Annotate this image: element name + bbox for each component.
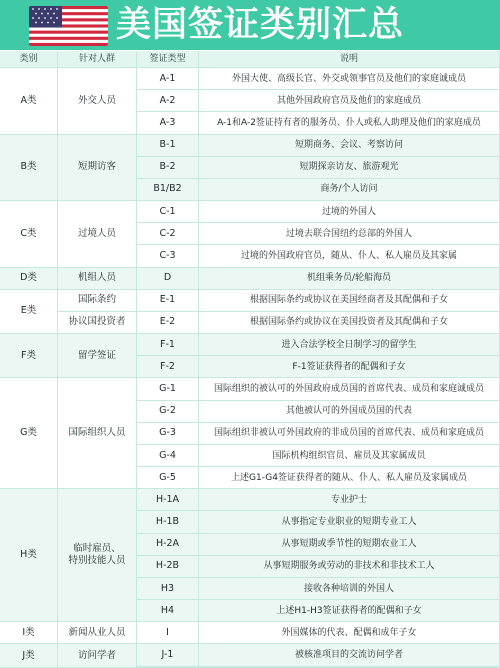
- audience-cell: 访问学者: [58, 644, 137, 667]
- category-cell: A类: [0, 68, 58, 135]
- description-cell: 根据国际条约或协议在美国经商者及其配偶和子女: [199, 290, 500, 312]
- audience-cell: 临时雇员、 特别技能人员: [58, 489, 137, 622]
- visa-type-cell: J-1: [137, 644, 199, 666]
- title-bar: [0, 0, 500, 50]
- description-cell: 接收各种培训的外国人: [199, 578, 500, 600]
- header-description: 说明: [199, 51, 500, 68]
- visa-type-cell: C-2: [137, 223, 199, 245]
- visa-type-cell: A-2: [137, 90, 199, 112]
- visa-type-cell: G-4: [137, 445, 199, 467]
- description-cell: 过境去联合国纽约总部的外国人: [199, 223, 500, 245]
- description-cell: 过境的外国政府官员，随从、仆人、私人雇员及其家属: [199, 245, 500, 267]
- audience-cell: 外交人员: [58, 68, 137, 135]
- description-cell: 其他外国政府官员及他们的家庭成员: [199, 90, 500, 112]
- description-cell: 上述G1-G4签证获得者的随从、仆人、私人雇员及家属成员: [199, 467, 500, 489]
- description-cell: 从事指定专业职业的短期专业工人: [199, 511, 500, 533]
- visa-type-cell: G-5: [137, 467, 199, 489]
- category-cell: D类: [0, 268, 58, 290]
- category-cell: B类: [0, 135, 58, 202]
- visa-type-cell: D: [137, 268, 199, 290]
- visa-type-cell: G-3: [137, 423, 199, 445]
- visa-type-cell: E-1: [137, 290, 199, 312]
- visa-type-cell: E-2: [137, 312, 199, 334]
- category-cell: E类: [0, 290, 58, 334]
- description-cell: 机组乘务员/轮船海员: [199, 268, 500, 290]
- description-cell: 国际组织非被认可外国政府的非成员国的首席代表、成员和家庭成员: [199, 423, 500, 445]
- visa-type-cell: A-1: [137, 68, 199, 90]
- visa-type-cell: A-3: [137, 112, 199, 134]
- visa-type-cell: C-1: [137, 201, 199, 223]
- category-cell: I类: [0, 622, 58, 644]
- description-cell: 上述H1-H3签证获得者的配偶和子女: [199, 600, 500, 622]
- visa-type-cell: B-2: [137, 157, 199, 179]
- description-cell: 商务/个人访问: [199, 179, 500, 201]
- visa-type-cell: H-2A: [137, 534, 199, 556]
- audience-cell: 机组人员: [58, 268, 137, 290]
- page-title: 美国签证类别汇总: [116, 5, 405, 45]
- description-cell: 进入合法学校全日制学习的留学生: [199, 334, 500, 356]
- category-cell: F类: [0, 334, 58, 378]
- description-cell: 专业护士: [199, 489, 500, 511]
- audience-cell: 新闻从业人员: [58, 622, 137, 644]
- visa-type-cell: C-3: [137, 245, 199, 267]
- description-cell: 根据国际条约或协议在美国投资者及其配偶和子女: [199, 312, 500, 334]
- visa-type-cell: G-1: [137, 378, 199, 400]
- visa-table: [0, 51, 500, 667]
- category-cell: C类: [0, 201, 58, 268]
- visa-type-cell: H-2B: [137, 556, 199, 578]
- visa-type-cell: B1/B2: [137, 179, 199, 201]
- visa-type-cell: F-1: [137, 334, 199, 356]
- visa-type-cell: I: [137, 622, 199, 644]
- visa-type-cell: H-1A: [137, 489, 199, 511]
- description-cell: 外国媒体的代表、配偶和成年子女: [199, 622, 500, 644]
- description-cell: 被核准项目的交流访问学者: [199, 644, 500, 666]
- visa-type-cell: H3: [137, 578, 199, 600]
- us-flag-icon: [29, 6, 108, 46]
- description-cell: A-1和A-2签证持有者的服务员、仆人或私人助理及他们的家庭成员: [199, 112, 500, 134]
- description-cell: 短期商务、会议、考察访问: [199, 135, 500, 157]
- visa-type-cell: H-1B: [137, 511, 199, 533]
- description-cell: 从事短期服务或劳动的非技术和非技术工人: [199, 556, 500, 578]
- description-cell: 短期探亲访友、旅游观光: [199, 157, 500, 179]
- audience-cell: 过境人员: [58, 201, 137, 268]
- description-cell: 外国大使、高级长官、外交或领事官员及他们的家庭诚成员: [199, 68, 500, 90]
- audience-cell: 国际组织人员: [58, 378, 137, 489]
- description-cell: 国际机构组织官员、雇员及其家属成员: [199, 445, 500, 467]
- description-cell: F-1签证获得者的配偶和子女: [199, 356, 500, 378]
- audience-cell: 协议国投资者: [58, 312, 137, 334]
- audience-cell: 国际条约: [58, 290, 137, 312]
- audience-cell: 短期访客: [58, 135, 137, 202]
- visa-type-cell: G-2: [137, 401, 199, 423]
- header-visa-type: 签证类型: [137, 51, 199, 68]
- header-category: 类别: [0, 51, 58, 68]
- header-audience: 针对人群: [58, 51, 137, 68]
- category-cell: J类: [0, 644, 58, 667]
- visa-type-cell: F-2: [137, 356, 199, 378]
- description-cell: 国际组织的被认可的外国政府成员国的首席代表、成员和家庭诚成员: [199, 378, 500, 400]
- audience-cell: 留学签证: [58, 334, 137, 378]
- visa-type-cell: H4: [137, 600, 199, 622]
- description-cell: 其他被认可的外国成员国的代表: [199, 401, 500, 423]
- description-cell: 过境的外国人: [199, 201, 500, 223]
- category-cell: G类: [0, 378, 58, 489]
- visa-type-cell: B-1: [137, 135, 199, 157]
- category-cell: H类: [0, 489, 58, 622]
- description-cell: 从事短期或季节性的短期农业工人: [199, 534, 500, 556]
